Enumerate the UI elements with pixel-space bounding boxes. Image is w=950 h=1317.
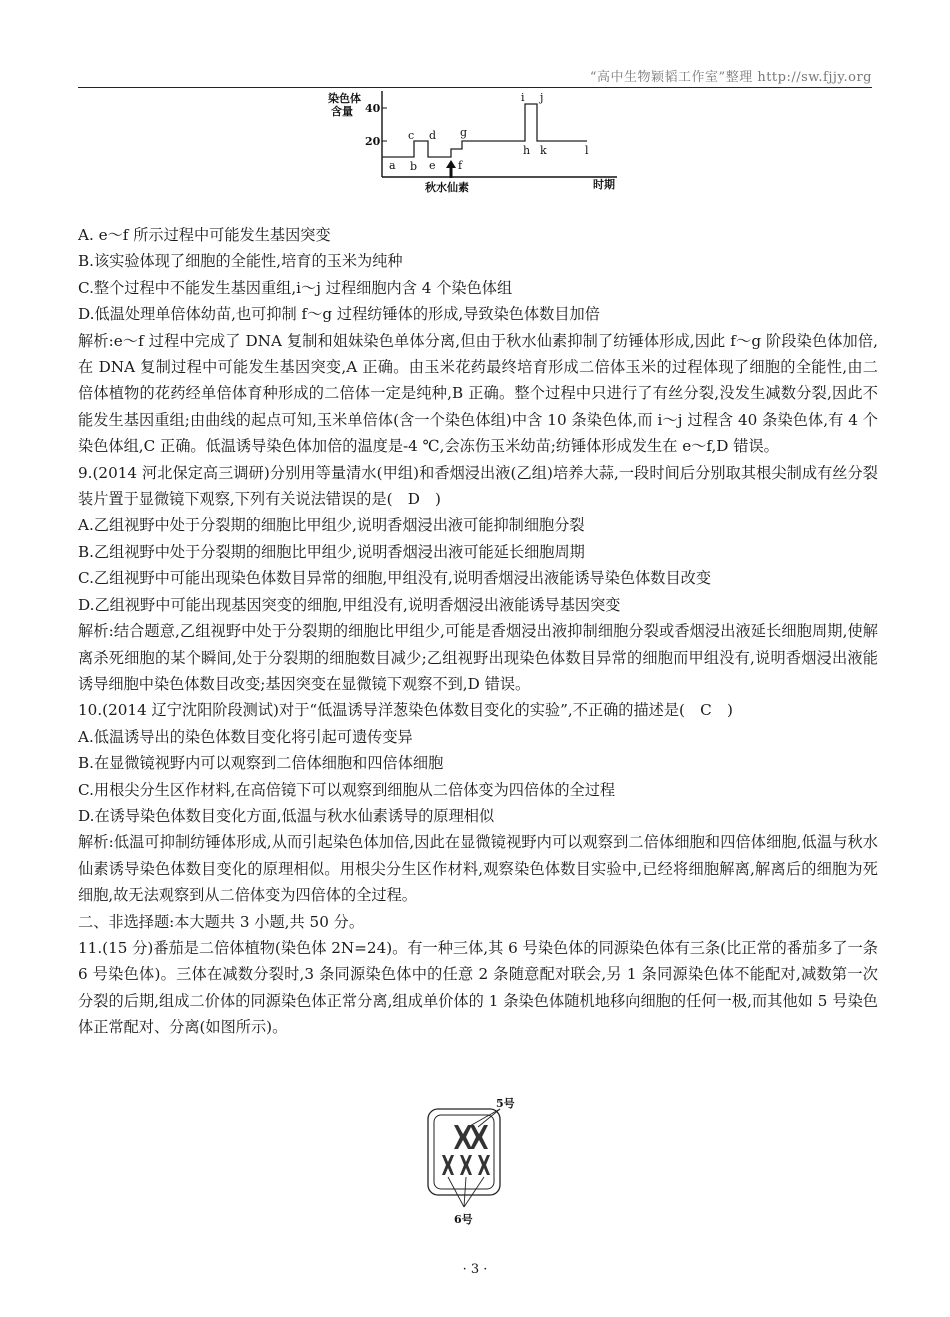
chromosome-cell-figure (420, 1095, 530, 1235)
option-10b: B.在显微镜视野内可以观察到二倍体细胞和四倍体细胞 (78, 754, 444, 773)
y-label-line1: 染色体 (328, 92, 361, 105)
option-9b: B.乙组视野中处于分裂期的细胞比甲组少,说明香烟浸出液可能延长细胞周期 (78, 542, 585, 561)
point-label-d: d (429, 129, 437, 142)
point-label-k: k (540, 144, 547, 157)
pointer-5b (478, 1109, 500, 1127)
pointer-6b (464, 1177, 466, 1207)
chromosome-pair-5 (454, 1125, 488, 1149)
question-11: 11.(15 分)番茄是二倍体植物(染色体 2N=24)。有一种三体,其 6 号染色体的同源染色体有三条(比正常的番茄多了一条 6 号染色体)。三体在减数分裂时,3 条同源染色体中的任意 2 条随意配对联会,另 1 条同源染色体不能配对,减数第一次分裂的后期,组成二价体的同源染色体正常分离,组成单价体的 1 条染色体随机地移向细胞的任何一极,而其他如 5 号染色体正常配对、分离(如图所示)。 (78, 938, 878, 1037)
option-8d: D.低温处理单倍体幼苗,也可抑制 f～g 过程纺锤体的形成,导致染色体数目加倍 (78, 305, 600, 324)
pointer-6a (448, 1177, 464, 1207)
cell-outer (428, 1109, 500, 1195)
point-label-b: b (410, 160, 418, 173)
point-label-i: i (521, 91, 525, 104)
analysis-8: 解析:e～f 过程中完成了 DNA 复制和姐妹染色单体分离,但由于秋水仙素抑制了纺锤体形成,因此 f～g 阶段染色体加倍,在 DNA 复制过程中可能发生基因突变,A 正确。由玉米花药最终培育形成二倍体玉米的过程体现了细胞的全能性,由二倍体植物的花药经单倍体育种形成的二倍体一定是纯种,B 正确。整个过程中只进行了有丝分裂,没发生减数分裂,因此不能发生基因重组;由曲线的起点可知,玉米单倍体(含一个染色体组)中含 10 条染色体,而 i～j 过程含 40 条染色体,有 4 个染色体组,C 正确。低温诱导染色体加倍的温度是-4 ℃,会冻伤玉米幼苗;纺锤体形成发生在 e～f,D 错误。 (78, 331, 878, 456)
point-label-h: h (523, 144, 531, 157)
x-axis-label: 时期 (593, 178, 615, 191)
option-9d: D.乙组视野中可能出现基因突变的细胞,甲组没有,说明香烟浸出液能诱导基因突变 (78, 595, 621, 614)
point-label-j: j (540, 91, 544, 104)
page-header-source: “高中生物颖韬工作室”整理 http://sw.fjjy.org (589, 70, 872, 85)
chromosome-graph (325, 88, 625, 208)
option-8c: C.整个过程中不能发生基因重组,i～j 过程细胞内含 4 个染色体组 (78, 278, 513, 297)
option-8a: A. e～f 所示过程中可能发生基因突变 (78, 226, 331, 244)
option-8b: B.该实验体现了细胞的全能性,培育的玉米为纯种 (78, 252, 403, 271)
pointer-5a (468, 1109, 500, 1127)
page-number: · 3 · (462, 1262, 488, 1277)
option-9c: C.乙组视野中可能出现染色体数目异常的细胞,甲组没有,说明香烟浸出液能诱导染色体数目改变 (78, 569, 712, 588)
option-10c: C.用根尖分生区作材料,在高倍镜下可以观察到细胞从二倍体变为四倍体的全过程 (78, 780, 616, 799)
point-label-a: a (389, 159, 396, 172)
point-label-g: g (460, 126, 468, 139)
analysis-9: 解析:结合题意,乙组视野中处于分裂期的细胞比甲组少,可能是香烟浸出液抑制细胞分裂或香烟浸出液延长细胞周期,使解离杀死细胞的某个瞬间,处于分裂期的细胞数目减少;乙组视野出现染色体数目异常的细胞而甲组没有,说明香烟浸出液能诱导细胞中染色体数目改变;基因突变在显微镜下观察不到,D 错误。 (78, 622, 878, 693)
analysis-10: 解析:低温可抑制纺锤体形成,从而引起染色体加倍,因此在显微镜视野内可以观察到二倍体细胞和四倍体细胞,低温与秋水仙素诱导染色体数目变化的原理相似。用根尖分生区作材料,观察染色体数目实验中,已经将细胞解离,解离后的细胞为死细胞,故无法观察到从二倍体变为四倍体的全过程。 (78, 833, 878, 905)
option-9a: A.乙组视野中处于分裂期的细胞比甲组少,说明香烟浸出液可能抑制细胞分裂 (78, 516, 585, 535)
point-label-f: f (458, 159, 463, 172)
point-label-e: e (429, 159, 436, 172)
question-10: 10.(2014 辽宁沈阳阶段测试)对于“低温诱导洋葱染色体数目变化的实验”,不正确的描述是( C ) (78, 701, 733, 720)
question-9: 9.(2014 河北保定高三调研)分别用等量清水(甲组)和香烟浸出液(乙组)培养大蒜,一段时间后分别取其根尖制成有丝分裂装片置于显微镜下观察,下列有关说法错误的是( D ) (78, 463, 878, 509)
label-6: 6号 (454, 1213, 473, 1226)
option-10d: D.在诱导染色体数目变化方面,低温与秋水仙素诱导的原理相似 (78, 806, 495, 825)
tick-label-40: 40 (365, 102, 381, 115)
page-content (78, 222, 878, 1041)
tick-label-20: 20 (365, 135, 381, 148)
pointer-6c (464, 1177, 484, 1207)
point-label-l: l (585, 144, 589, 157)
point-label-c: c (408, 129, 415, 142)
option-10a: A.低温诱导出的染色体数目变化将引起可遗传变异 (78, 727, 413, 746)
chromosome-group-6 (442, 1155, 490, 1175)
arrow-label: 秋水仙素 (425, 181, 469, 194)
y-label-line2: 含量 (331, 105, 353, 118)
section-heading: 二、非选择题:本大题共 3 小题,共 50 分。 (78, 912, 365, 931)
label-5: 5号 (496, 1097, 515, 1110)
